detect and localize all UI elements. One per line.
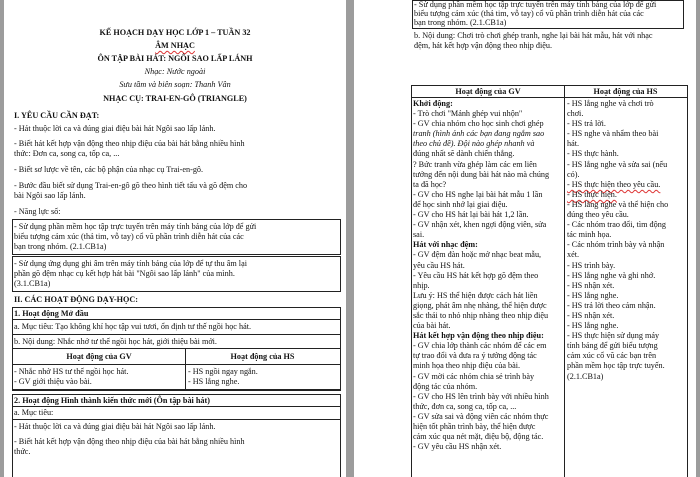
requirement-line: - Bước đầu biết sử dụng Trai-en-gô gõ theo hình tiết tấu và gõ đệm cho [14, 181, 248, 190]
table-header-teacher: Hoạt động của GV [455, 87, 521, 96]
teacher-activities-column: Khởi động: - Trò chơi "Mảnh ghép vui nhộn" - GV chia nhóm cho học sinh chơi ghép tranh (hình ảnh các bạn đang ngắm sao theo chủ đề). Đội nào ghép nhanh và đúng nhất sẽ dành chiến thắng. ? Bức tranh vừa ghép làm các em liên tưởng đến nội dung bài hát nào mà chúng ta đã học? - GV cho HS nghe lại bài hát mẫu 1 lần để học sinh nhớ lại giai điệu. - GV cho HS hát lại bài hát 1,2 lần. - GV nhận xét, khen ngợi động viên, sửa sai. Hát với nhạc đệm: - GV đệm đàn hoặc mở nhạc beat mẫu, yêu cầu HS hát. - Yêu cầu HS hát kết hợp gõ đệm theo nhịp. Lưu ý: HS thể hiện được cách hát liền giọng, phát âm nhẹ nhàng, thể hiện được sắc thái to nhỏ nhịp nhàng theo nhịp điệu của bài hát. Hát kết hợp vận động theo nhịp điệu: - GV chia lớp thành các nhóm để các em tự trao đổi và đưa ra ý tưởng động tác minh họa theo nhịp điệu của bài. - GV mời các nhóm chia sẻ trình bày động tác của nhóm. - GV cho HS lên trình bày với nhiều hình thức, đơn ca, song ca, tốp ca, ... - GV sửa sai và động viên các nhóm thực hiện tốt phần trình bày, thể hiện được cảm xúc qua nét mặt, điệu bộ, động tác. - GV yêu cầu HS nhận xét. [413, 99, 550, 452]
activity-1-content: b. Nội dung: Nhắc nhở tư thế ngồi học hát, giới thiệu bài mới. [14, 337, 217, 346]
top-line: - Sử dụng phần mềm học tập trực tuyến trên máy tính bảng của lớp để gửi [414, 0, 657, 9]
activity-2-heading: 2. Hoạt động Hình thành kiến thức mới (Ôn tập bài hát) [14, 396, 210, 405]
requirement-line: thức: Đơn ca, song ca, tốp ca, ... [14, 149, 120, 158]
table-header-student: Hoạt động của HS [230, 352, 295, 361]
top-line: b. Nội dung: Chơi trò chơi ghép tranh, nghe lại bài hát mẫu, hát với nhạc [414, 31, 653, 40]
top-line: biểu tượng cảm xúc (thả tim, vỗ tay) cổ vũ phần trình diễn hát của các [414, 9, 644, 18]
instrument-title: NHẠC CỤ: TRAI-EN-GÔ (TRIANGLE) [103, 94, 247, 103]
requirement-line: biểu tượng cảm xúc (thả tim, vỗ tay) cổ vũ phần trình diễn hát của các [14, 232, 244, 241]
requirement-line: phần gõ đệm nhạc cụ kết hợp hát bài "Ngôi sao lấp lánh" của mình. [14, 269, 235, 278]
document-page-1 [4, 0, 346, 477]
table-header-teacher: Hoạt động của GV [66, 352, 132, 361]
activity-2-goal: a. Mục tiêu: [14, 408, 54, 417]
document-page-2 [354, 0, 696, 477]
plan-title: KẾ HOẠCH DẠY HỌC LỚP 1 – TUẦN 32 [99, 28, 251, 37]
section-requirements: I. YÊU CẦU CẦN ĐẠT: [14, 111, 100, 120]
music-credit: Nhạc: Nước ngoài [144, 67, 206, 76]
table-header-student: Hoạt động của HS [593, 87, 658, 96]
requirement-line: bạn trong nhóm. (2.1.CB1a) [14, 242, 107, 251]
compiler-credit: Sưu tầm và biên soạn: Thanh Vân [119, 80, 231, 89]
requirement-line: - Biết sơ lược về tên, các bộ phận của nhạc cụ Trai-en-gô. [14, 165, 204, 174]
activity-2-line: - Hát thuộc lời ca và đúng giai điệu bài hát Ngôi sao lấp lánh. [14, 422, 216, 431]
requirement-line: (3.1.CB1a) [14, 279, 51, 288]
requirement-line: - Biết hát kết hợp vận động theo nhịp điệu của bài hát bằng nhiều hình [14, 139, 245, 148]
subject-title: ÂM NHẠC [155, 41, 195, 50]
section-activities: II. CÁC HOẠT ĐỘNG DẠY-HỌC: [14, 295, 138, 304]
teacher-activity: - Nhắc nhở HS tư thế ngồi học hát. [14, 367, 129, 376]
activity-2-line: - Biết hát kết hợp vận động theo nhịp điệu của bài hát bằng nhiều hình [14, 437, 245, 446]
requirement-line: bài Ngôi sao lấp lánh. [14, 191, 86, 200]
requirement-line: - Sử dụng phần mềm học tập trực tuyến trên máy tính bảng của lớp để gửi [14, 222, 257, 231]
activity-1-goal: a. Mục tiêu: Tạo không khí học tập vui tươi, ổn định tư thế ngồi học hát. [14, 322, 252, 331]
top-line: bạn trong nhóm. (2.1.CB1a) [414, 18, 507, 27]
student-activity: - HS lắng nghe. [188, 377, 240, 386]
activity-2-line: thức. [14, 447, 31, 456]
requirement-line: - Sử dụng ứng dụng ghi âm trên máy tính bảng của lớp để tự thu âm lại [14, 259, 247, 268]
activity-1-heading: 1. Hoạt động Mở đầu [14, 309, 89, 318]
student-activity: - HS ngồi ngay ngắn. [188, 367, 258, 376]
teacher-activity: - GV giới thiệu vào bài. [14, 377, 92, 386]
requirement-line: - Năng lực số: [14, 207, 61, 216]
top-line: đệm, hát kết hợp vận động theo nhịp điệu. [414, 41, 553, 50]
student-activities-column: - HS lắng nghe và chơi trò chơi. - HS trả lời. - HS nghe và nhẩm theo bài hát. - HS thực hành. - HS lắng nghe và sửa sai (nếu có). - HS thực hiện theo yêu cầu. - HS thực hiện. - HS lắng nghe và thể hiện cho đúng theo yêu cầu. - Các nhóm trao đổi, tìm động tác minh họa. - Các nhóm trình bày và nhận xét. - HS trình bày. - HS lắng nghe và ghi nhớ. - HS nhận xét. - HS lắng nghe. - HS trả lời theo cảm nhận. - HS nhận xét. - HS lắng nghe. - HS thực hiện sử dụng máy tính bảng để gửi biểu tượng cảm xúc cổ vũ các bạn trên phần mềm học tập trực tuyến. (2.1.CB1a) [567, 99, 669, 381]
requirement-line: - Hát thuộc lời ca và đúng giai điệu bài hát Ngôi sao lấp lánh. [14, 124, 216, 133]
lesson-title: ÔN TẬP BÀI HÁT: NGÔI SAO LẤP LÁNH [97, 54, 253, 63]
